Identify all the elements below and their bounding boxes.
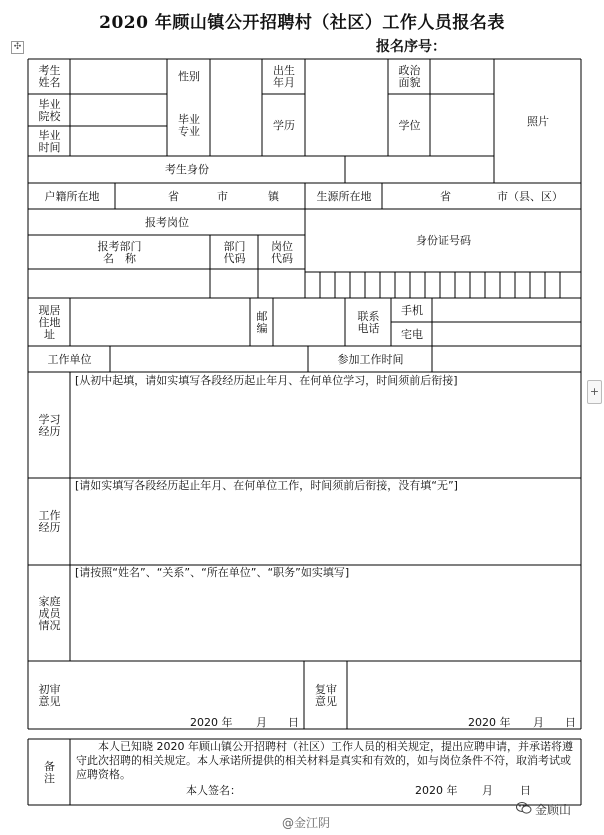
source-city-county-label: 市（县、区） xyxy=(497,190,563,203)
hukou-label: 户籍所在地 xyxy=(44,189,100,203)
work-history-hint: [请如实填写各段经历起止年月、在何单位工作，时间须前后衔接，没有填“无”] xyxy=(75,479,458,492)
name-label: 考生 姓名 xyxy=(38,64,61,89)
birth-date-label: 出生 年月 xyxy=(273,64,295,89)
first-review-year: 2020 年 xyxy=(190,716,233,729)
serial-number-label: 报名序号： xyxy=(376,39,446,55)
first-review-label: 初审 意见 xyxy=(38,682,61,708)
remarks-label: 备 注 xyxy=(44,759,55,785)
source-location-label: 生源所在地 xyxy=(316,189,372,203)
photo-box[interactable]: 照片 xyxy=(527,114,549,128)
source-province-label: 省 xyxy=(440,190,451,203)
applied-post-label: 报考岗位 xyxy=(145,215,189,229)
family-members-label: 家庭 成员 情况 xyxy=(38,594,61,632)
watermark-text: @金江阴 xyxy=(282,816,331,830)
graduation-time-label: 毕业 时间 xyxy=(38,128,61,154)
work-start-time-label: 参加工作时间 xyxy=(337,352,404,366)
study-history-hint: [从初中起填，请如实填写各段经历起止年月、在何单位学习，时间须前后衔接] xyxy=(75,374,458,387)
study-history-label: 学习 经历 xyxy=(38,412,61,438)
address-label: 现居 住地 址 xyxy=(38,303,61,341)
hukou-town-label: 镇 xyxy=(268,190,279,203)
work-history-label: 工作 经历 xyxy=(38,509,61,534)
department-name-label: 报考部门 名 称 xyxy=(97,239,142,265)
home-phone-label: 宅电 xyxy=(401,327,423,341)
degree-label: 学位 xyxy=(398,118,421,132)
gender-label: 性别 xyxy=(178,70,200,83)
family-members-hint: [请按照“姓名”、“关系”、“所在单位”、“职务”如实填写] xyxy=(75,566,350,579)
form-title: 2020 年顾山镇公开招聘村（社区）工作人员报名表 xyxy=(99,13,505,33)
declaration-text: 本人已知晓 2020 年顾山镇公开招聘村（社区）工作人员的相关规定，提出应聘申请，并承诺将遵守此次招聘的相关规定。本人承诺所提供的相关材料是真实和有效的，如与岗位条件不符，取消考试或应聘资格。 xyxy=(76,740,573,781)
hukou-city-label: 市 xyxy=(217,190,228,203)
work-unit-label: 工作单位 xyxy=(47,352,92,366)
candidate-identity-label: 考生身份 xyxy=(165,163,209,176)
id-number-label: 身份证号码 xyxy=(416,234,471,247)
post-code-label: 岗位 代码 xyxy=(271,239,293,265)
first-review-day: 日 xyxy=(288,716,299,729)
department-code-label: 部门 代码 xyxy=(223,239,246,265)
postcode-label: 邮 编 xyxy=(256,309,268,335)
expand-handle-icon[interactable]: + xyxy=(587,380,602,404)
signature-year: 2020 年 xyxy=(415,784,458,797)
education-label: 学历 xyxy=(273,118,295,132)
major-label: 毕业 专业 xyxy=(178,112,200,138)
contact-phone-label: 联系 电话 xyxy=(357,309,380,335)
second-review-month: 月 xyxy=(533,716,544,729)
first-review-month: 月 xyxy=(256,716,267,729)
hukou-province-label: 省 xyxy=(168,190,179,203)
signature-day: 日 xyxy=(520,784,531,797)
political-status-label: 政治 面貌 xyxy=(398,64,421,89)
school-label: 毕业 院校 xyxy=(38,97,61,123)
table-move-handle-icon[interactable]: ✣ xyxy=(11,41,24,54)
second-review-day: 日 xyxy=(565,716,576,729)
mobile-label: 手机 xyxy=(401,303,423,317)
second-review-label: 复审 意见 xyxy=(315,682,337,708)
brand-name: 金顾山 xyxy=(535,803,572,817)
second-review-year: 2020 年 xyxy=(468,716,511,729)
wechat-icon xyxy=(516,801,532,818)
signature-label: 本人签名： xyxy=(186,784,241,797)
signature-month: 月 xyxy=(482,784,493,797)
brand-watermark xyxy=(516,801,571,818)
